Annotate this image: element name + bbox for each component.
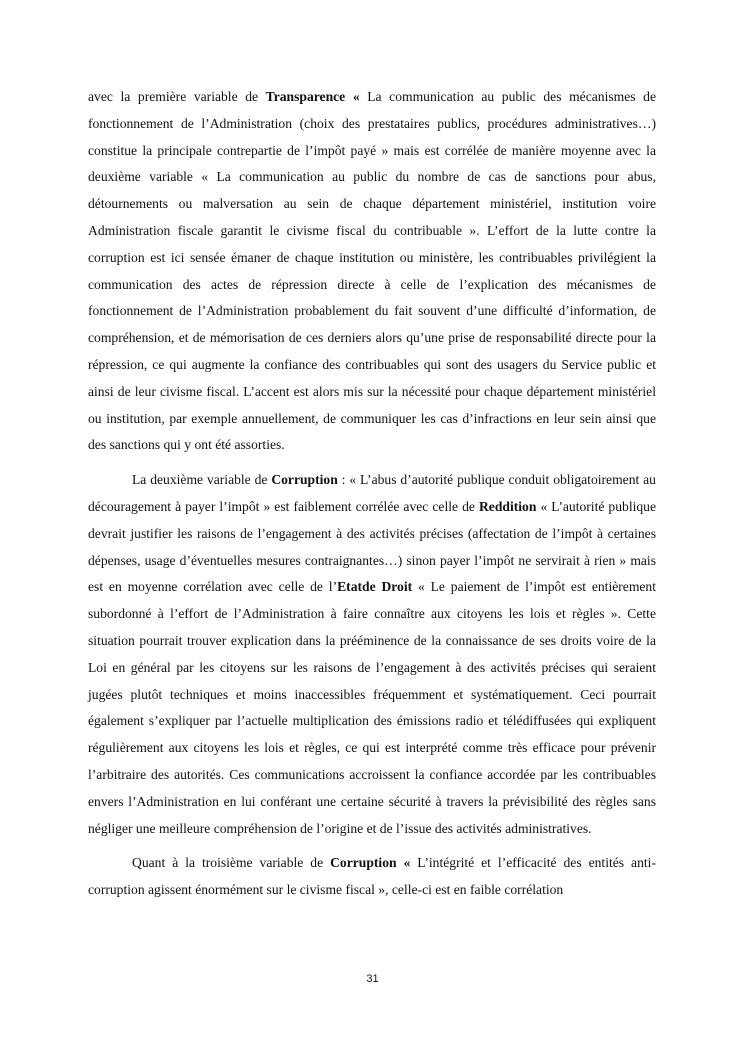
text-run: Quant à la troisième variable de (132, 855, 331, 871)
text-run: L’intégrité et l’efficacité des entités anti-corruption agissent énormément sur le civisme fiscal », celle-ci est en faible corrélation (88, 855, 656, 898)
text-run: « Le paiement de l’impôt est entièrement subordonné à l’effort de l’Administration à faire connaître aux citoyens les lois et règles ». Cette situation pourrait trouver explication dans la prééminence de la connaissance de ses droits voire de la Loi en général par les citoyens sur les raisons de l’engagement à des activités précises qui seraient jugées plutôt techniques et moins inaccessibles fréquemment et systématiquement. Ceci pourrait également s’expliquer par l’actuelle multiplication des émissions radio et télédiffusées qui expliquent régulièrement aux citoyens les lois et règles, ce qui est interprété comme très efficace pour prévenir l’arbitraire des autorités. Ces communications accroissent la confiance accordée par les contribuables envers l’Administration en lui conférant une certaine sécurité à travers la prévisibilité des règles sans négliger une meilleure compréhension de l’origine et de l’issue des activités administratives. (88, 579, 657, 836)
bold-term-reddition: Reddition (478, 498, 537, 514)
paragraph-corruption-third (88, 850, 656, 904)
text-run: « L’autorité publique devrait justifier les raisons de l’engagement à des activités précises (affectation de l’impôt à certaines dépenses, usage d’éventuelles mesures contraignantes…) sinon payer l’impôt ne servirait à rien » mais est en moyenne corrélation avec celle de l’ (88, 498, 656, 595)
text-run: : « L’abus d’autorité publique conduit obligatoirement au découragement à payer l’impôt » est faiblement corrélée avec celle de (88, 472, 656, 514)
page-number: 31 (366, 973, 379, 985)
paragraph-corruption-second (88, 467, 656, 842)
bold-term-corruption: Corruption (271, 472, 338, 488)
text-run: La deuxième variable de (132, 472, 272, 488)
body-text (88, 84, 656, 912)
bold-term-transparence: Transparence « (265, 89, 360, 104)
bold-term-etat-de-droit: Etatde Droit (337, 579, 413, 595)
text-run: avec la première variable de (88, 89, 266, 104)
bold-term-corruption: Corruption « (330, 855, 411, 871)
text-run: La communication au public des mécanismes de fonctionnement de l’Administration (choix des prestataires publics, procédures administratives…) constitue la principale contrepartie de l’impôt payé » mais est corrélée de manière moyenne avec la deuxième variable « La communication au public du nombre de cas de sanctions pour abus, détournements ou malversation au sein de chaque département ministériel, institution voire Administration fiscale garantit le civisme fiscal du contribuable ». L’effort de la lutte contre la corruption est ici sensée émaner de chaque institution ou ministère, les contribuables privilégient la communication des actes de répression directe à celle de l’explication des mécanismes de fonctionnement de l’Administration probablement du fait souvent d’une difficulté d’information, de compréhension, et de mémorisation de ces derniers alors qu’une prise de responsabilité directe pour la répression, ce qui augmente la confiance des contribuables qui sont des usagers du Service public et ainsi de leur civisme fiscal. L’accent est alors mis sur la nécessité pour chaque département ministériel ou institution, par exemple annuellement, de communiquer les cas d’infractions en leur sein ainsi que des sanctions qui y ont été assorties. (88, 89, 656, 453)
paragraph-transparence (88, 84, 656, 459)
